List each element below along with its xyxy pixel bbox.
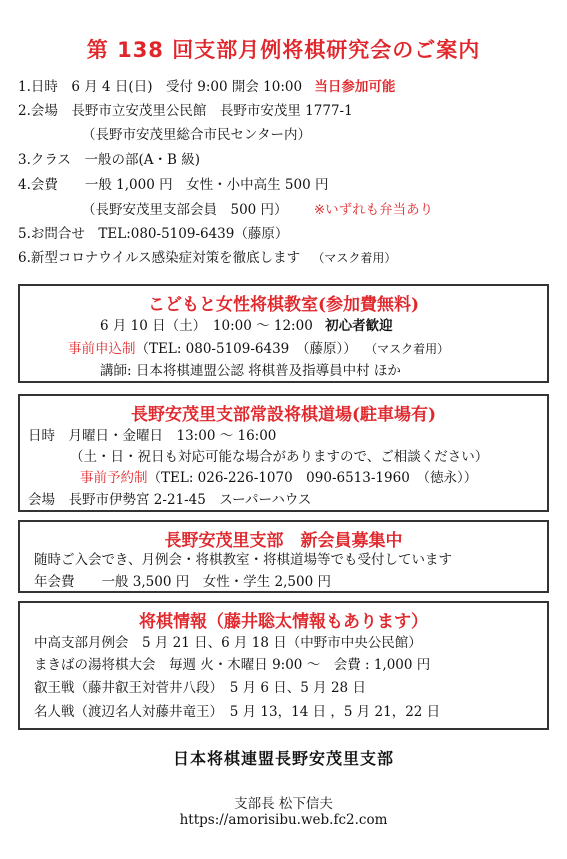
box1-instructor: 講師: 日本将棋連盟公認 将棋普及指導員中村 ほか	[100, 363, 401, 379]
box2-reserve-tel: （TEL: 026-226-1070 090-6513-1960 （徳永））	[147, 470, 478, 486]
box3-text2: 年会費 一般 3,500 円 女性・学生 2,500 円	[34, 574, 331, 590]
dojo-box	[18, 394, 549, 512]
page-title: 第 138 回支部月例将棋研究会のご案内	[86, 38, 481, 62]
box4-title: 将棋情報（藤井聡太情報もあります）	[139, 612, 428, 632]
box4-row2: まきばの湯将棋大会 毎週 火・木曜日 9:00 ～ 会費 : 1,000 円	[34, 657, 431, 673]
item-covid-mask: （マスク着用）	[312, 251, 397, 265]
box2-venue: 会場 長野市伊勢宮 2-21-45 スーパーハウス	[28, 492, 312, 508]
box4-row4: 名人戦（渡辺名人対藤井竜王） 5 月 13，14 日 ，5 月 21，22 日	[34, 704, 441, 720]
box1-apply-tel: （TEL: 080-5109-6439 （藤原））	[135, 341, 357, 357]
box1-apply-label: 事前申込制	[68, 341, 136, 357]
item-date	[18, 78, 395, 96]
item-date-text: 1.日時 6 月 4 日(日) 受付 9:00 開会 10:00	[18, 79, 303, 95]
item-class: 3.クラス 一般の部(A・B 級)	[18, 152, 200, 168]
item-fee-member	[82, 201, 433, 219]
box1-title: こどもと女性将棋教室(参加費無料)	[147, 295, 420, 315]
item-fee-member-text: （長野安茂里支部会員 500 円）	[82, 202, 288, 218]
box4-row3: 叡王戦（藤井叡王対菅井八段） 5 月 6 日、5 月 28 日	[34, 680, 366, 696]
box4-row1: 中高支部月例会 5 月 21 日、6 月 18 日（中野市中央公民館）	[34, 635, 422, 651]
shogi-info-box	[18, 601, 549, 730]
box3-title: 長野安茂里支部 新会員募集中	[164, 531, 403, 551]
box1-date	[100, 317, 393, 335]
box1-apply	[68, 340, 449, 358]
box2-title: 長野安茂里支部常設将棋道場(駐車場有)	[130, 405, 437, 425]
lunch-note: ※いずれも弁当あり	[313, 202, 434, 218]
item-venue-note: （長野市安茂里総合市民センター内）	[82, 127, 311, 143]
item-covid	[18, 249, 396, 267]
website-link[interactable]: https://amorisibu.web.fc2.com	[179, 812, 388, 828]
item-covid-text: 6.新型コロナウイルス感染症対策を徹底します	[18, 250, 301, 266]
item-fee: 4.会費 一般 1,000 円 女性・小中高生 500 円	[18, 177, 329, 193]
box2-reserve-label: 事前予約制	[80, 470, 148, 486]
recruit-box	[18, 520, 549, 593]
box1-mask: （マスク着用）	[365, 342, 450, 356]
box1-welcome: 初心者歓迎	[325, 318, 393, 334]
box1-date-text: 6 月 10 日（土） 10:00 ～ 12:00	[100, 318, 313, 334]
kids-women-class-box	[18, 284, 549, 383]
box3-text1: 随時ご入会でき、月例会・将棋教室・将棋道場等でも受付しています	[34, 552, 452, 568]
item-venue: 2.会場 長野市立安茂里公民館 長野市安茂里 1777-1	[18, 103, 353, 119]
box2-time: 日時 月曜日・金曜日 13:00 ～ 16:00	[28, 428, 277, 444]
branch-head: 支部長 松下信夫	[234, 796, 333, 812]
same-day-badge: 当日参加可能	[314, 79, 396, 95]
box2-reserve	[80, 469, 477, 487]
box2-note: （土・日・祝日も対応可能な場合がありますので、ご相談ください）	[70, 449, 489, 465]
organization-name: 日本将棋連盟長野安茂里支部	[172, 749, 394, 768]
item-contact: 5.お問合せ TEL:080-5109-6439（藤原）	[18, 226, 289, 242]
